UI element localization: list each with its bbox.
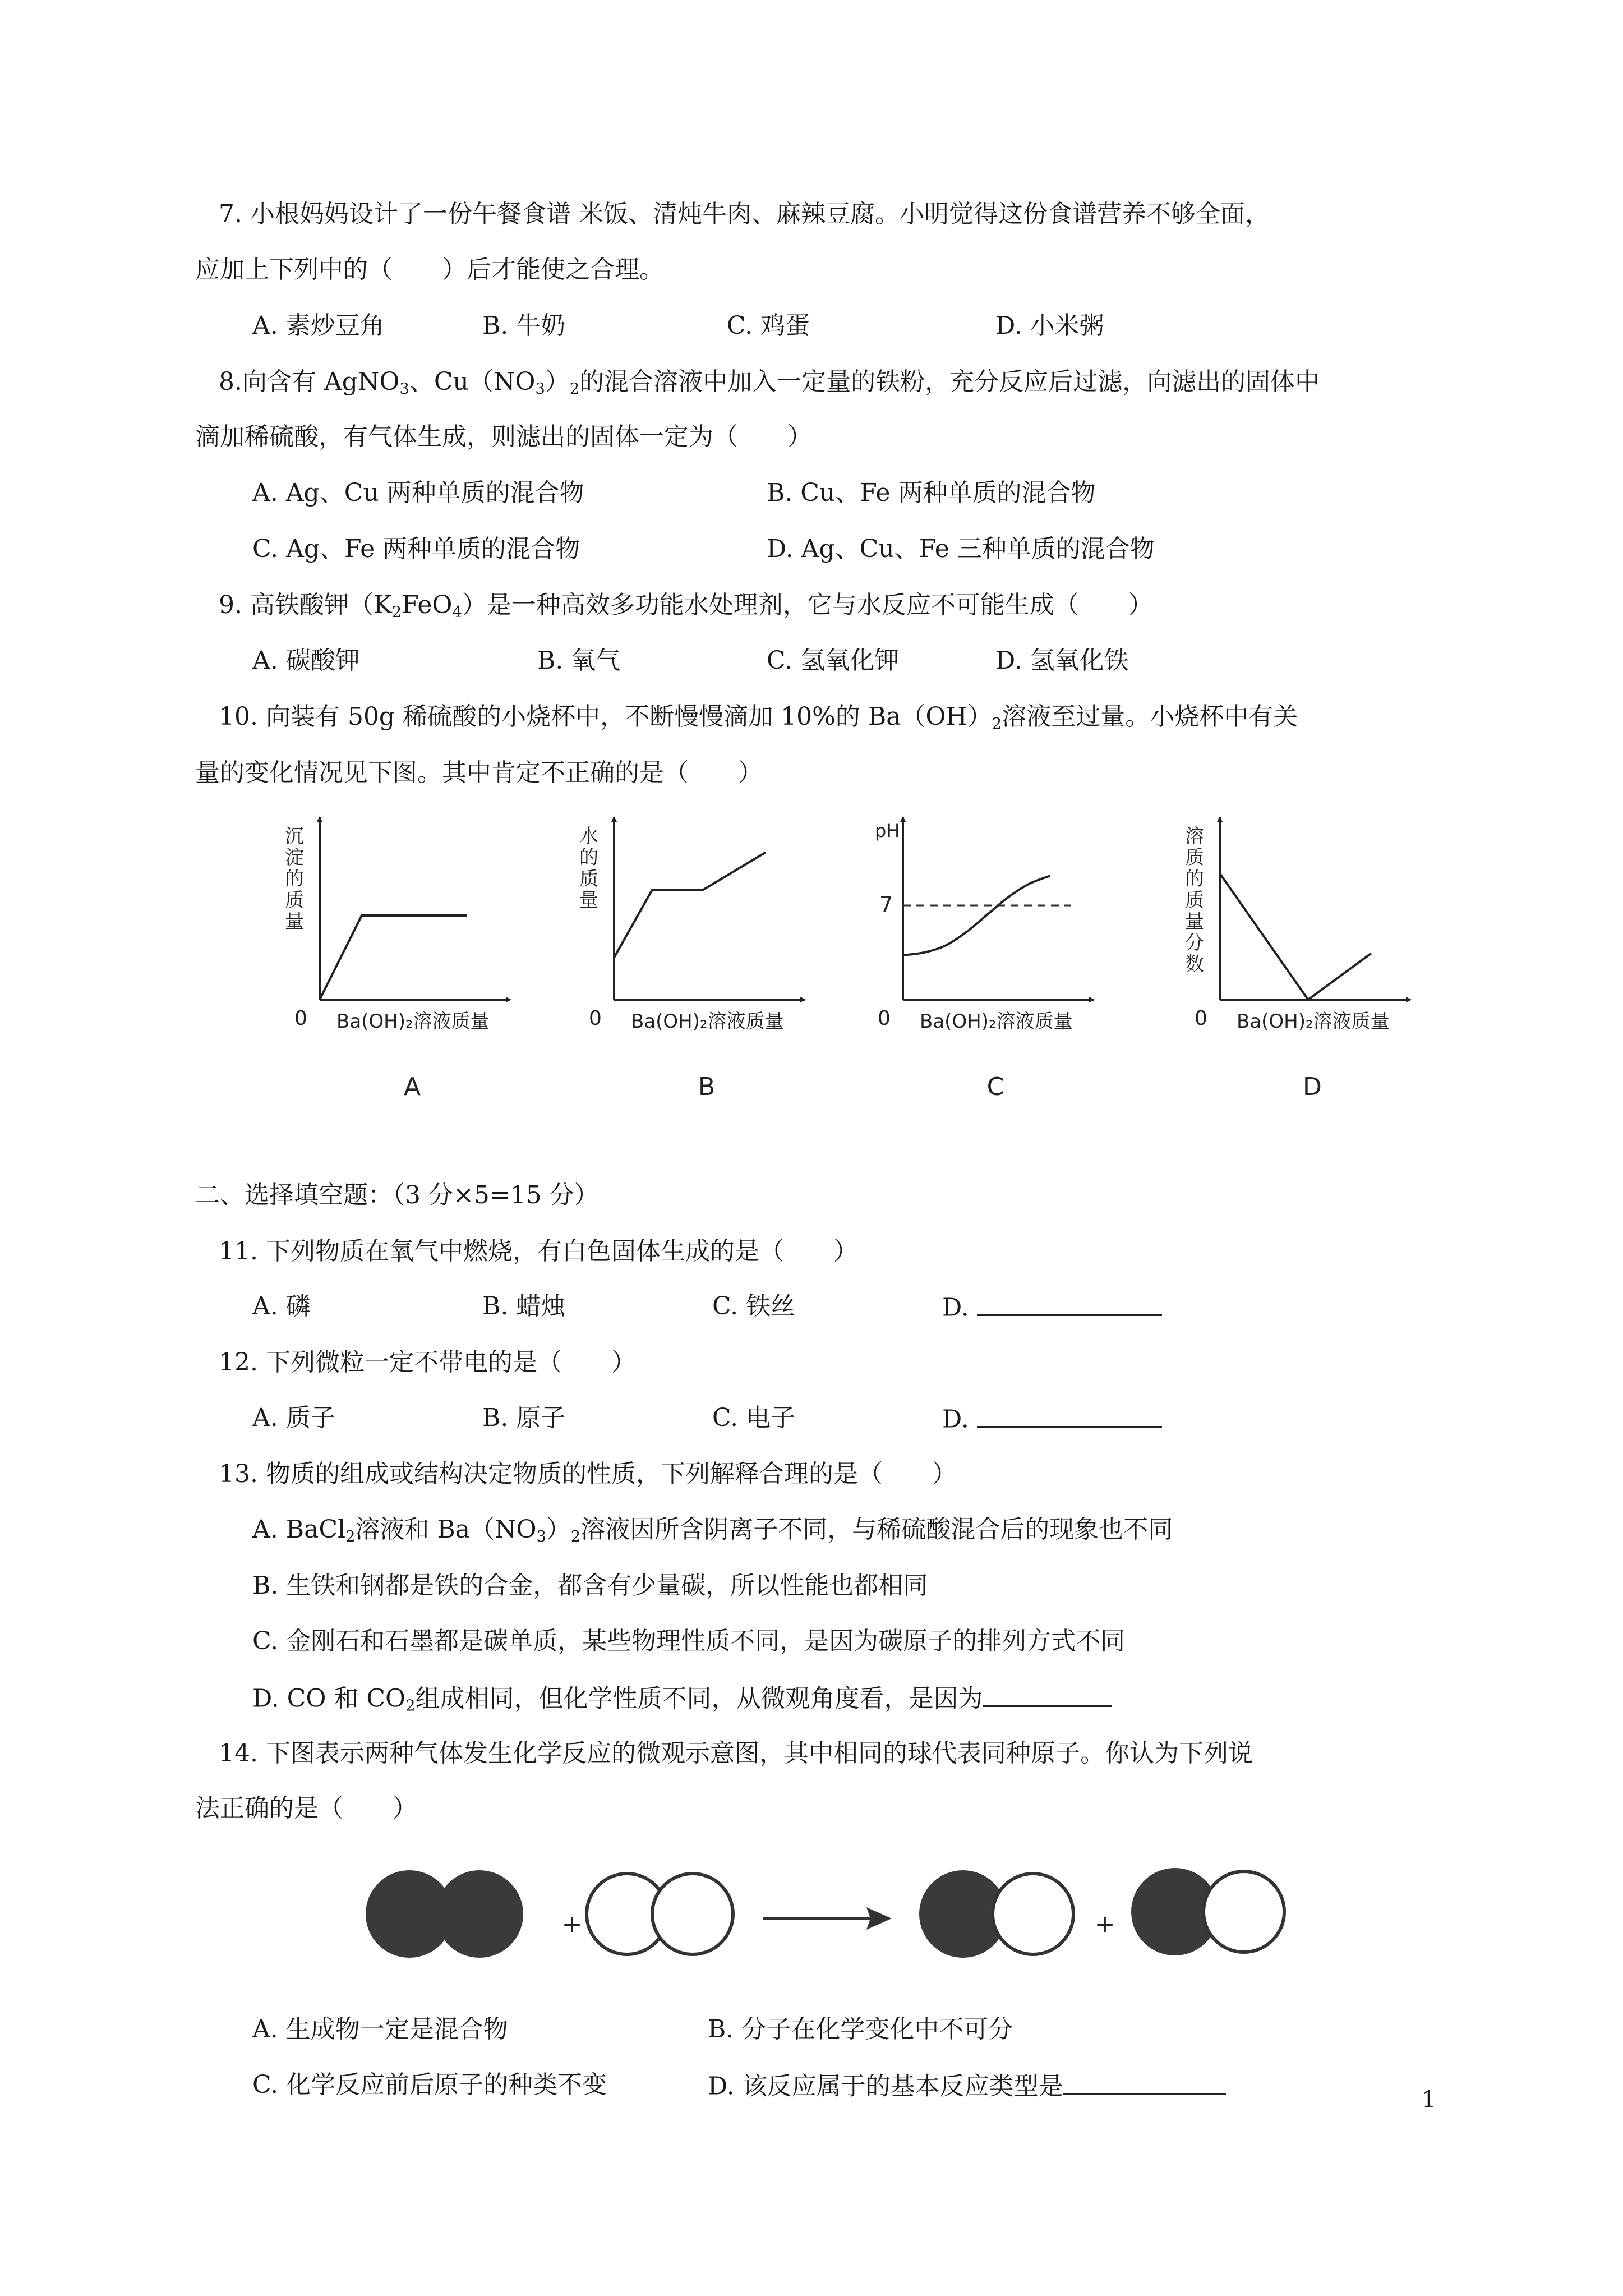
q14-stem-line2: 法正确的是（ ）	[195, 1794, 417, 1823]
q11-stem: 11. 下列物质在氧气中燃烧，有白色固体生成的是（ ）	[219, 1237, 858, 1266]
chart-a-y-label-char: 的	[285, 868, 304, 890]
q14-stem-line1: 14. 下图表示两种气体发生化学反应的微观示意图，其中相同的球代表同种原子。你认为下列说	[219, 1739, 1253, 1768]
chart-d-y-label-char: 的	[1185, 868, 1204, 890]
chart-d-y-label-char: 质	[1185, 846, 1204, 869]
section2-title: 二、选择填空题：（3 分×5=15 分）	[195, 1181, 599, 1209]
q10-stem-line1: 10. 向装有 50g 稀硫酸的小烧杯中，不断慢慢滴加 10%的 $Ba(OH)_2$溶液至过量。小烧杯中有关	[219, 702, 1298, 733]
q9-stem: 9. 高铁酸钾$(K_2FeO_4)$是一种高效多功能水处理剂，它与水反应不可能生成（ ）	[219, 591, 1153, 621]
reaction-arrow	[763, 1907, 892, 1930]
chart-b-y-label-char: 的	[579, 846, 598, 869]
chart-d-origin-label: 0	[1195, 1007, 1207, 1030]
q7-option-b: B. 牛奶	[482, 311, 566, 340]
q11-option-a: A. 磷	[252, 1292, 311, 1320]
chart-b-caption: B	[698, 1073, 716, 1101]
q12-option-a: A. 质子	[252, 1404, 335, 1432]
q7-option-d: D. 小米粥	[995, 311, 1104, 340]
chart-a-y-label-char: 沉	[285, 825, 304, 848]
chart-a-y-label-char: 淀	[285, 846, 304, 869]
chart-b-y-label-char: 质	[579, 868, 598, 890]
q8-option-b: B. Cu、Fe 两种单质的混合物	[767, 478, 1096, 507]
chart-d-y-label-char: 分	[1185, 932, 1204, 954]
q10-stem-line2: 量的变化情况见下图。其中肯定不正确的是（ ）	[195, 758, 763, 787]
q14-answer-blank	[1063, 2070, 1226, 2095]
q13-option-a: A. BaCl$_2$溶液和 $Ba(NO_3)_2$溶液因所含阴离子不同，与稀硫酸混合后的现象也不同	[252, 1515, 1173, 1545]
q14-option-d: D. 该反应属于的基本反应类型是	[708, 2070, 1226, 2101]
q8-option-c: C. Ag、Fe 两种单质的混合物	[252, 535, 580, 563]
page-number: 1	[1422, 2087, 1436, 2113]
q13-option-c: C. 金刚石和石墨都是碳单质，某些物理性质不同，是因为碳原子的排列方式不同	[252, 1627, 1126, 1655]
q14-option-b: B. 分子在化学变化中不可分	[708, 2015, 1013, 2044]
reactant-molecule-dark	[366, 1870, 523, 1958]
q9-option-d: D. 氢氧化铁	[995, 646, 1129, 675]
q11-option-d: D.	[942, 1292, 1162, 1323]
chart-b-x-label: Ba(OH)₂溶液质量	[631, 1010, 784, 1033]
q14-option-c: C. 化学反应前后原子的种类不变	[252, 2070, 607, 2099]
chart-a-y-label-char: 质	[285, 889, 304, 912]
plus-sign-2: +	[1094, 1910, 1115, 1939]
q7-option-a: A. 素炒豆角	[252, 311, 385, 340]
q8-stem-line1: 8.向含有 AgNO$_3$、$Cu(NO_3)_2$的混合溶液中加入一定量的铁粉，充分反应后过滤，向滤出的固体中	[219, 367, 1320, 398]
chart-d-y-label-char: 溶	[1185, 825, 1204, 848]
chart-d-y-label-char: 数	[1185, 953, 1204, 976]
chart-d-x-label: Ba(OH)₂溶液质量	[1237, 1010, 1390, 1033]
chart-c-origin-label: 0	[878, 1007, 891, 1030]
chart-a-y-label-char: 量	[285, 910, 304, 933]
q14-option-a: A. 生成物一定是混合物	[252, 2015, 508, 2044]
plus-sign-1: +	[561, 1910, 583, 1939]
q7-stem-line2: 应加上下列中的（ ）后才能使之合理。	[195, 255, 664, 284]
product-molecule-1	[919, 1870, 1073, 1958]
chart-b-y-label-char: 量	[579, 889, 598, 912]
q12-option-b: B. 原子	[482, 1404, 566, 1432]
q12-option-d: D.	[942, 1404, 1162, 1434]
chart-d-y-label-char: 质	[1185, 889, 1204, 912]
q13-option-b: B. 生铁和钢都是铁的合金，都含有少量碳，所以性能也都相同	[252, 1571, 928, 1600]
chart-a-x-label: Ba(OH)₂溶液质量	[336, 1010, 490, 1033]
q11-option-c: C. 铁丝	[712, 1292, 796, 1320]
q9-option-b: B. 氧气	[537, 646, 621, 675]
q11-option-b: B. 蜡烛	[482, 1292, 566, 1320]
q9-option-a: A. 碳酸钾	[252, 646, 360, 675]
q9-option-c: C. 氢氧化钾	[767, 646, 900, 675]
reactant-molecule-light	[587, 1874, 733, 1954]
chart-b-y-label-char: 水	[579, 825, 598, 848]
chart-b-origin-label: 0	[589, 1007, 602, 1030]
chart-c-y-label: pH	[875, 820, 900, 841]
chart-c-x-label: Ba(OH)₂溶液质量	[920, 1010, 1073, 1033]
chart-c-caption: C	[986, 1073, 1004, 1101]
q7-option-c: C. 鸡蛋	[727, 311, 810, 340]
q13-stem: 13. 物质的组成或结构决定物质的性质，下列解释合理的是（ ）	[219, 1460, 957, 1488]
q7-stem-line1: 7. 小根妈妈设计了一份午餐食谱 米饭、清炖牛肉、麻辣豆腐。小明觉得这份食谱营养不够全面，	[219, 200, 1270, 228]
chart-a-caption: A	[403, 1073, 421, 1101]
q12-stem: 12. 下列微粒一定不带电的是（ ）	[219, 1348, 636, 1377]
q8-option-a: A. Ag、Cu 两种单质的混合物	[252, 478, 584, 507]
q8-stem-line2: 滴加稀硫酸，有气体生成，则滤出的固体一定为（ ）	[195, 422, 812, 451]
q12-option-c: C. 电子	[712, 1404, 796, 1432]
chart-d-y-label-char: 量	[1185, 910, 1204, 933]
chart-d-caption: D	[1303, 1073, 1322, 1101]
q8-option-d: D. Ag、Cu、Fe 三种单质的混合物	[767, 535, 1155, 563]
chart-c-ph7-label: 7	[879, 892, 893, 917]
product-molecule-2	[1131, 1868, 1284, 1955]
q13-option-d: D. CO 和 $CO_2$组成相同，但化学性质不同，从微观角度看，是因为	[252, 1683, 1112, 1714]
chart-a-origin-label: 0	[294, 1007, 307, 1030]
